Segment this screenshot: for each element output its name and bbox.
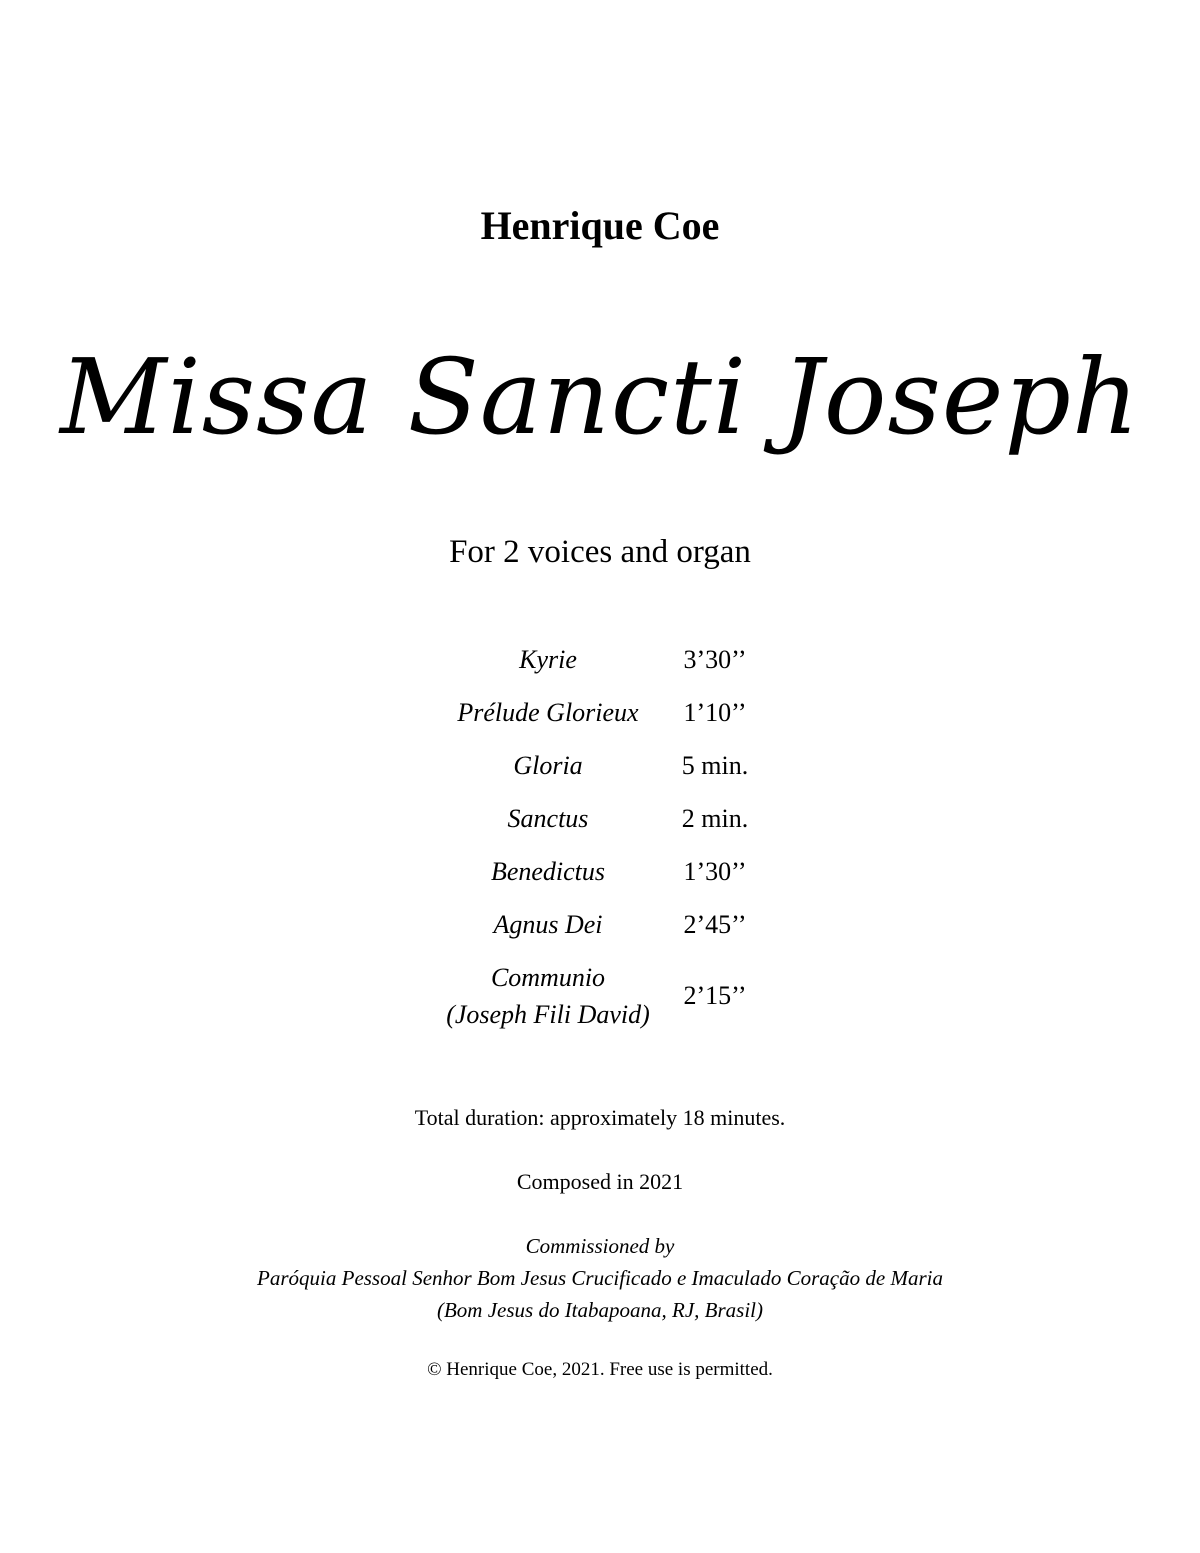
movement-name bbox=[428, 959, 668, 1033]
movement-duration: 2 min. bbox=[681, 804, 749, 833]
copyright-notice: © Henrique Coe, 2021. Free use is permitted. bbox=[427, 1359, 773, 1380]
movement-name: Gloria bbox=[513, 751, 583, 780]
movement-row bbox=[0, 636, 1200, 689]
commission-line-1: Paróquia Pessoal Senhor Bom Jesus Crucificado e Imaculado Coração de Maria bbox=[257, 1266, 943, 1290]
composed-year: Composed in 2021 bbox=[516, 1169, 684, 1194]
movement-row bbox=[0, 901, 1200, 954]
movement-name-line: Communio bbox=[490, 963, 606, 992]
commission-block bbox=[0, 1230, 1200, 1326]
movement-row bbox=[0, 848, 1200, 901]
work-subtitle: For 2 voices and organ bbox=[449, 534, 751, 570]
movement-name: Sanctus bbox=[507, 804, 589, 833]
movement-name: Kyrie bbox=[519, 645, 577, 674]
movement-list bbox=[0, 636, 1200, 1044]
movement-duration: 1’10’’ bbox=[683, 698, 747, 727]
movement-row bbox=[0, 689, 1200, 742]
movement-row bbox=[0, 954, 1200, 1044]
movement-name: Agnus Dei bbox=[493, 910, 603, 939]
commission-line-2: (Bom Jesus do Itabapoana, RJ, Brasil) bbox=[436, 1298, 764, 1322]
movement-duration: 2’15’’ bbox=[683, 981, 747, 1010]
total-duration: Total duration: approximately 18 minutes. bbox=[414, 1105, 786, 1130]
work-title: Missa Sancti Joseph bbox=[60, 336, 1140, 458]
movement-duration: 3’30’’ bbox=[683, 645, 747, 674]
movement-name: Prélude Glorieux bbox=[457, 698, 639, 727]
movement-duration: 5 min. bbox=[681, 751, 749, 780]
movement-name-subtitle: (Joseph Fili David) bbox=[446, 1000, 650, 1029]
movement-row bbox=[0, 742, 1200, 795]
movement-name: Benedictus bbox=[490, 857, 606, 886]
movement-duration: 1’30’’ bbox=[683, 857, 747, 886]
movement-row bbox=[0, 795, 1200, 848]
composer-name: Henrique Coe bbox=[480, 203, 720, 248]
commission-label: Commissioned by bbox=[525, 1234, 675, 1258]
movement-duration: 2’45’’ bbox=[683, 910, 747, 939]
